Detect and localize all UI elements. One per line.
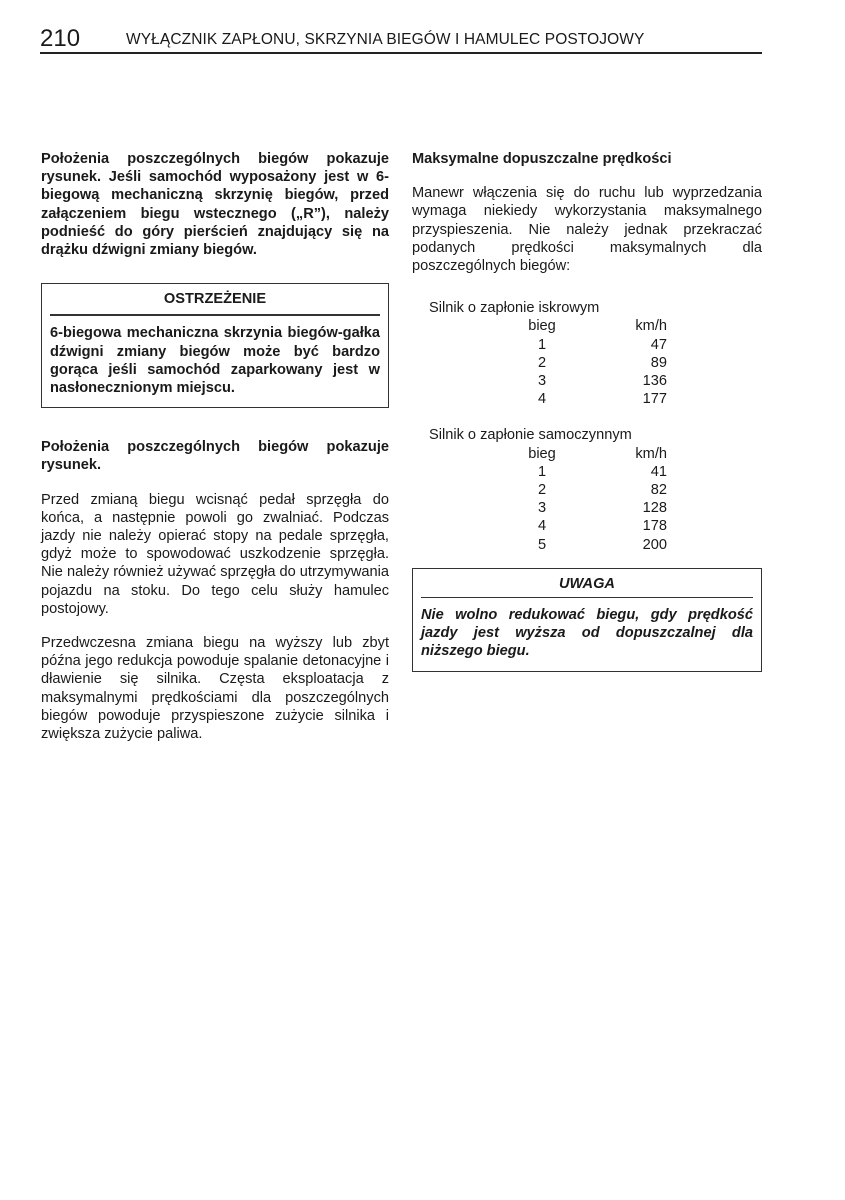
max-speeds-heading: Maksymalne dopuszczalne prędkości xyxy=(412,151,672,167)
gear-cell: 3 xyxy=(537,500,547,517)
warning-title: OSTRZEŻENIE xyxy=(50,290,380,316)
speed-cell: 178 xyxy=(642,518,667,535)
table-row xyxy=(429,517,762,535)
table-header xyxy=(429,445,762,463)
gear-positions-heading: Położenia poszczególnych biegów pokazuje rysunek. xyxy=(41,439,389,474)
column-header-gear: bieg xyxy=(528,318,556,335)
column-header-gear: bieg xyxy=(528,445,556,462)
table-title: Silnik o zapłonie iskrowym xyxy=(429,300,600,317)
speed-cell: 89 xyxy=(650,354,667,371)
intro-paragraph: Położenia poszczególnych biegów pokazuje rysunek. Jeśli samochód wyposażony jest w 6-biegową mechaniczną skrzynię biegów, przed załączeniem biegu wstecznego („R”), należy podnieść do góry pierścień znajdujący się na drążku dźwigni zmiany biegów. xyxy=(41,151,389,259)
speed-cell: 128 xyxy=(642,500,667,517)
speed-cell: 136 xyxy=(642,372,667,389)
table-header xyxy=(429,317,762,335)
note-text: Nie wolno redukować biegu, gdy prędkość jazdy jest wyższa od dopuszczalnej dla niższego biegu. xyxy=(421,606,753,660)
table-row xyxy=(429,463,762,481)
table-row xyxy=(429,390,762,408)
gear-cell: 3 xyxy=(537,372,547,389)
table-row xyxy=(429,499,762,517)
gear-cell: 4 xyxy=(537,518,547,535)
max-speeds-intro: Manewr włączenia się do ruchu lub wyprzedzania wymaga niekiedy wykorzystania maksymalnego przyspieszenia. Nie należy jednak przekraczać podanych prędkości maksymalnych dla poszczególnych biegów: xyxy=(412,185,762,275)
petrol-engine-table xyxy=(429,299,762,408)
note-box xyxy=(412,568,762,672)
gear-cell: 1 xyxy=(537,463,547,480)
warning-box xyxy=(41,283,389,408)
speed-cell: 82 xyxy=(650,481,667,498)
table-row xyxy=(429,336,762,354)
right-column xyxy=(412,150,762,672)
shifting-paragraph: Przedwczesna zmiana biegu na wyższy lub zbyt późna jego redukcja powoduje spalanie detonacyjne i dławienie się silnika. Częsta eksploatacja z maksymalnymi prędkościami dla poszczególnych biegów powoduje przyspieszone zużycie silnika i zwiększa zużycie paliwa. xyxy=(41,635,389,743)
gear-cell: 2 xyxy=(537,354,547,371)
speed-cell: 47 xyxy=(650,336,667,353)
table-row xyxy=(429,536,762,554)
gear-cell: 2 xyxy=(537,481,547,498)
table-row xyxy=(429,372,762,390)
gear-cell: 1 xyxy=(537,336,547,353)
warning-text: 6-biegowa mechaniczna skrzynia biegów-gałka dźwigni zmiany biegów może być bardzo gorąca jeśli samochód zaparkowany jest w nasłonecznionym miejscu. xyxy=(50,325,380,397)
clutch-paragraph: Przed zmianą biegu wcisnąć pedał sprzęgła do końca, a następnie powoli go zwalniać. Podczas jazdy nie należy opierać stopy na pedale sprzęgła, gdyż może to spowodować uszkodzenie sprzęgła. Nie należy również używać sprzęgła do utrzymywania pojazdu na stoku. Do tego celu służy hamulec postojowy. xyxy=(41,491,389,617)
gear-cell: 4 xyxy=(537,391,547,408)
table-row xyxy=(429,481,762,499)
column-header-speed: km/h xyxy=(635,318,667,335)
note-title: UWAGA xyxy=(421,575,753,598)
page-header xyxy=(40,26,762,54)
table-row xyxy=(429,354,762,372)
speed-cell: 41 xyxy=(650,463,667,480)
left-column xyxy=(41,150,389,743)
table-title: Silnik o zapłonie samoczynnym xyxy=(429,427,632,444)
speed-cell: 177 xyxy=(642,391,667,408)
gear-cell: 5 xyxy=(537,536,547,553)
speed-tables xyxy=(412,299,762,553)
page-number: 210 xyxy=(40,25,81,52)
speed-cell: 200 xyxy=(642,536,667,553)
column-header-speed: km/h xyxy=(635,445,667,462)
chapter-title: WYŁĄCZNIK ZAPŁONU, SKRZYNIA BIEGÓW I HAMULEC POSTOJOWY xyxy=(126,31,645,48)
diesel-engine-table xyxy=(429,426,762,553)
